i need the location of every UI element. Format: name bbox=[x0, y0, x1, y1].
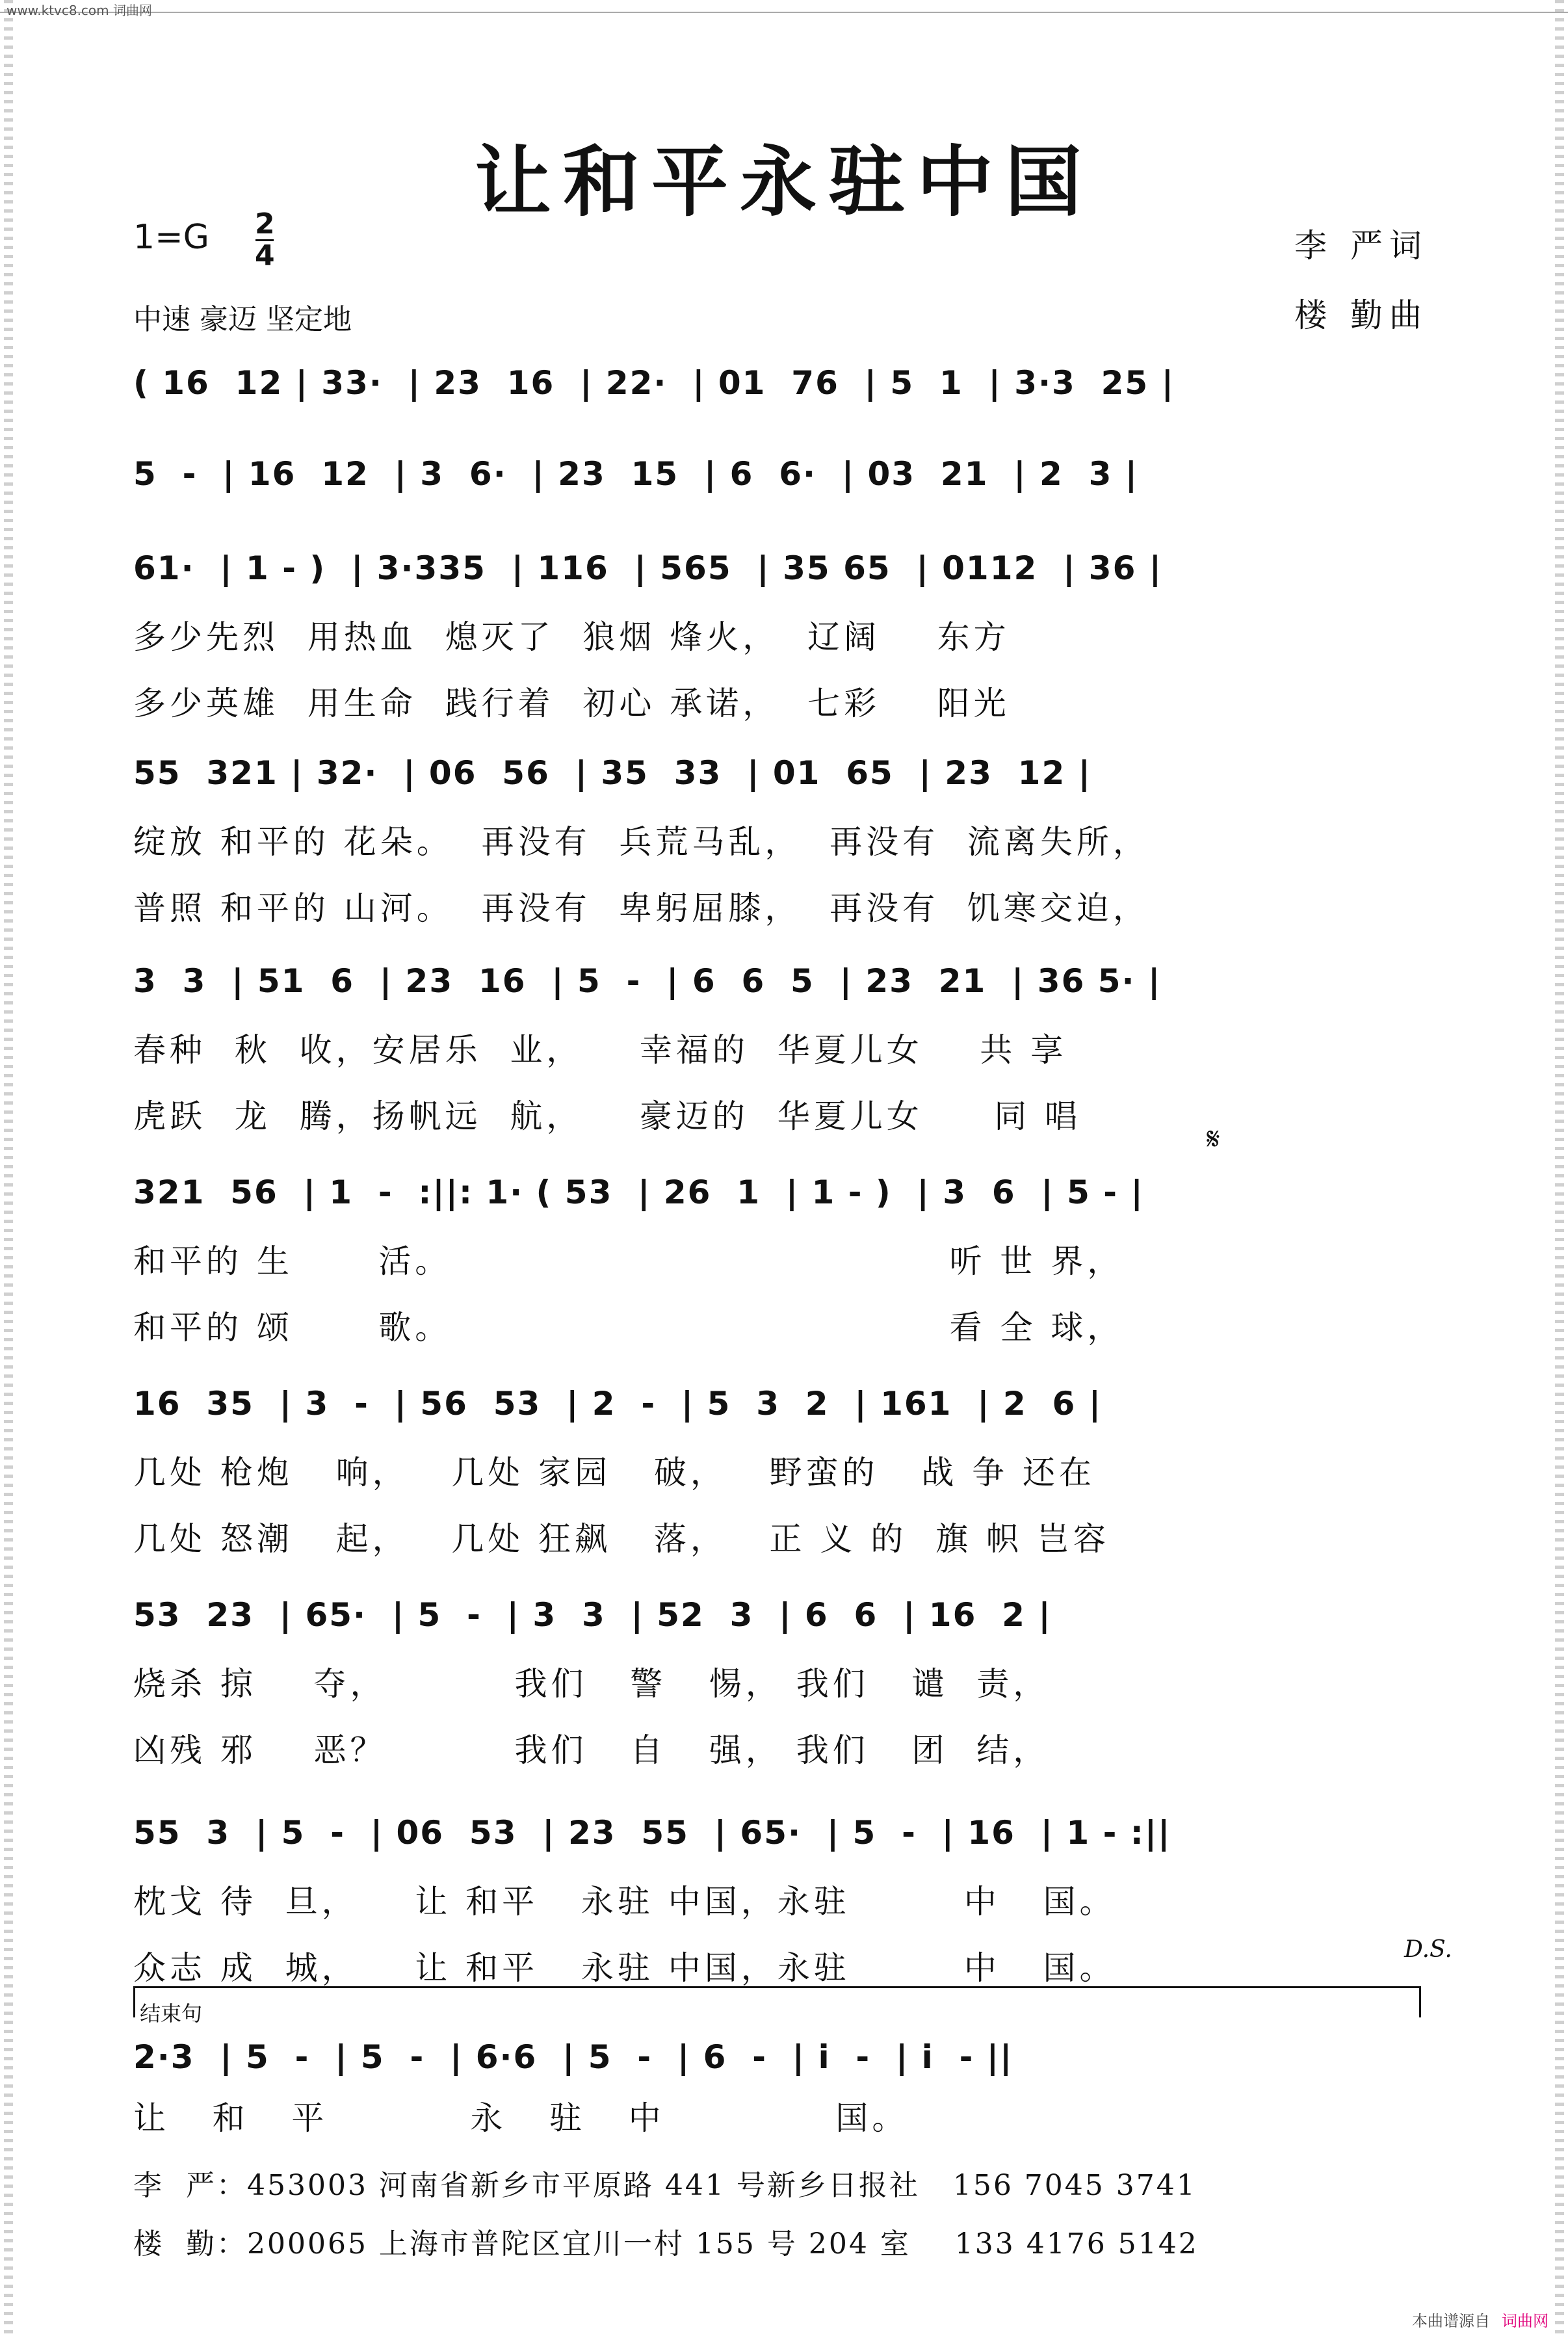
coda-notes: 2·3 | 5 - | 5 - | 6·6 | 5 - | 6 - | i - | i - || bbox=[133, 2038, 1013, 2076]
lyric-line: 枕戈 待 旦， 让 和平 永驻 中国，永驻 中 国。 bbox=[133, 1883, 1116, 1921]
footer-source-label: 本曲谱源自 bbox=[1412, 2312, 1490, 2330]
segno-symbol: 𝄋 bbox=[1207, 1121, 1220, 1157]
lyric-line: 春种 秋 收，安居乐 业， 幸福的 华夏儿女 共 享 bbox=[133, 1031, 1067, 1069]
notation-line: 3 3 | 51 6 | 23 16 | 5 - | 6 6 5 | 23 21 | 36 5· | bbox=[133, 962, 1162, 1000]
right-border-strip bbox=[1555, 0, 1564, 2336]
notation-line: 5 - | 16 12 | 3 6· | 23 15 | 6 6· | 03 21 | 2 3 | bbox=[133, 455, 1139, 493]
lyric-line: 烧杀 掠 夺， 我们 警 惕， 我们 谴 责， bbox=[133, 1665, 1050, 1703]
lyric-line: 和平的 生 活。 听 世 界， bbox=[133, 1242, 1124, 1280]
footer bbox=[1412, 2308, 1548, 2331]
time-signature bbox=[255, 209, 275, 271]
header-rule bbox=[0, 12, 1568, 13]
key-signature: 1=G bbox=[133, 218, 209, 257]
contact-composer: 楼 勤：200065 上海市普陀区宜川一村 155 号 204 室 133 4176 5142 bbox=[133, 2227, 1199, 2261]
notation-line: 16 35 | 3 - | 56 53 | 2 - | 5 3 2 | 161 | 2 6 | bbox=[133, 1385, 1102, 1423]
composer-credit: 楼 勤曲 bbox=[1294, 296, 1428, 334]
notation-line: 61· | 1 - ) | 3·335 | 116 | 565 | 35 65 | 0112 | 36 | bbox=[133, 549, 1163, 587]
time-denominator: 4 bbox=[255, 239, 275, 272]
lyric-line: 多少先烈 用热血 熄灭了 狼烟 烽火， 辽阔 东方 bbox=[133, 618, 1010, 656]
lyric-line: 几处 怒潮 起， 几处 狂飙 落， 正 义 的 旗 帜 岂容 bbox=[133, 1520, 1110, 1558]
notation-line: ( 16 12 | 33· | 23 16 | 22· | 01 76 | 5 1 | 3·3 25 | bbox=[133, 364, 1175, 402]
lyricist-credit: 李 严词 bbox=[1294, 227, 1428, 265]
site-label: www.ktvc8.com 词曲网 bbox=[7, 3, 153, 18]
lyric-line: 多少英雄 用生命 践行着 初心 承诺， 七彩 阳光 bbox=[133, 685, 1010, 722]
notation-line: 55 321 | 32· | 06 56 | 35 33 | 01 65 | 23 12 | bbox=[133, 754, 1091, 792]
lyric-line: 凶残 邪 恶？ 我们 自 强， 我们 团 结， bbox=[133, 1731, 1050, 1769]
time-numerator: 2 bbox=[255, 207, 275, 241]
ending-bracket bbox=[133, 1986, 1421, 2017]
coda-lyrics: 让 和 平 永 驻 中 国。 bbox=[133, 2099, 909, 2137]
lyric-line: 众志 成 城， 让 和平 永驻 中国，永驻 中 国。 bbox=[133, 1949, 1116, 1987]
footer-site-logo: 词曲网 bbox=[1502, 2312, 1548, 2330]
tempo-marking: 中速 豪迈 坚定地 bbox=[133, 303, 352, 336]
notation-line: 53 23 | 65· | 5 - | 3 3 | 52 3 | 6 6 | 16 2 | bbox=[133, 1596, 1052, 1634]
lyric-line: 虎跃 龙 腾，扬帆远 航， 豪迈的 华夏儿女 同 唱 bbox=[133, 1097, 1082, 1135]
lyric-line: 几处 枪炮 响， 几处 家园 破， 野蛮的 战 争 还在 bbox=[133, 1454, 1095, 1491]
left-border-strip bbox=[4, 0, 13, 2336]
lyric-line: 绽放 和平的 花朵。 再没有 兵荒马乱， 再没有 流离失所， bbox=[133, 823, 1149, 861]
ending-label: 结束句 bbox=[140, 2001, 203, 2026]
contact-lyricist: 李 严：453003 河南省新乡市平原路 441 号新乡日报社 156 7045 3741 bbox=[133, 2169, 1197, 2202]
song-title: 让和平永驻中国 bbox=[474, 137, 1093, 227]
notation-line: 321 56 | 1 - :||: 1· ( 53 | 26 1 | 1 - ) | 3 6 | 5 - | bbox=[133, 1174, 1144, 1211]
notation-line: 55 3 | 5 - | 06 53 | 23 55 | 65· | 5 - | 16 | 1 - :|| bbox=[133, 1814, 1171, 1852]
ds-marking: D.S. bbox=[1404, 1936, 1452, 1963]
lyric-line: 普照 和平的 山河。 再没有 卑躬屈膝， 再没有 饥寒交迫， bbox=[133, 889, 1149, 927]
lyric-line: 和平的 颂 歌。 看 全 球， bbox=[133, 1309, 1124, 1346]
